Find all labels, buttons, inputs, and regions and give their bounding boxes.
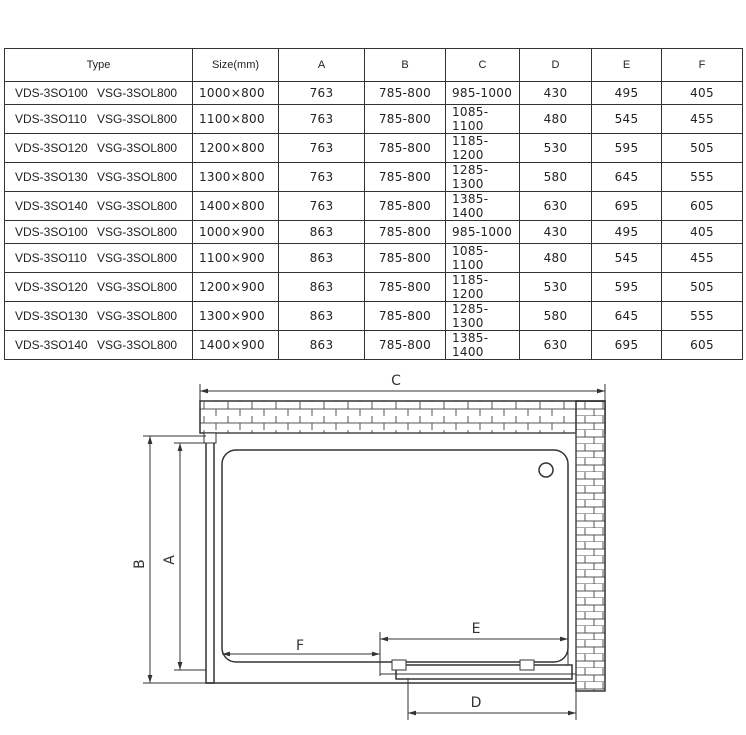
cell-d: 430 bbox=[520, 82, 592, 105]
cell-f: 555 bbox=[662, 302, 743, 331]
cell-e: 545 bbox=[592, 105, 662, 134]
cell-a: 863 bbox=[279, 302, 365, 331]
cell-b: 785-800 bbox=[365, 244, 446, 273]
header-e: E bbox=[592, 49, 662, 82]
cell-c: 1285-1300 bbox=[446, 163, 520, 192]
cell-c: 1385-1400 bbox=[446, 192, 520, 221]
table-row bbox=[5, 244, 743, 273]
cell-e: 495 bbox=[592, 82, 662, 105]
cell-size: 1000×800 bbox=[193, 82, 279, 105]
variant-code: VSG-3SOL800 bbox=[97, 199, 178, 213]
cell-b: 785-800 bbox=[365, 163, 446, 192]
cell-e: 645 bbox=[592, 302, 662, 331]
cell-d: 530 bbox=[520, 273, 592, 302]
dimension-table bbox=[4, 48, 743, 360]
cell-b: 785-800 bbox=[365, 82, 446, 105]
cell-f: 555 bbox=[662, 163, 743, 192]
table-row bbox=[5, 82, 743, 105]
cell-b: 785-800 bbox=[365, 221, 446, 244]
cell-size: 1100×800 bbox=[193, 105, 279, 134]
cell-size: 1300×900 bbox=[193, 302, 279, 331]
cell-d: 630 bbox=[520, 192, 592, 221]
dimension-c-label: C bbox=[391, 373, 401, 389]
variant-code: VSG-3SOL800 bbox=[97, 251, 178, 265]
cell-f: 455 bbox=[662, 244, 743, 273]
cell-f: 505 bbox=[662, 134, 743, 163]
door-roller bbox=[520, 660, 534, 670]
cell-b: 785-800 bbox=[365, 134, 446, 163]
cell-c: 985-1000 bbox=[446, 221, 520, 244]
type-cell bbox=[5, 163, 193, 192]
side-panel bbox=[206, 436, 214, 683]
type-cell bbox=[5, 105, 193, 134]
header-size: Size(mm) bbox=[193, 49, 279, 82]
model-code: VDS-3SO130 bbox=[15, 309, 88, 323]
cell-b: 785-800 bbox=[365, 273, 446, 302]
dimension-a-label: A bbox=[162, 555, 178, 565]
dimension-e-label: E bbox=[471, 621, 481, 637]
type-cell bbox=[5, 134, 193, 163]
variant-code: VSG-3SOL800 bbox=[97, 225, 178, 239]
tray-rim bbox=[214, 433, 576, 683]
header-f: F bbox=[662, 49, 743, 82]
shower-tray bbox=[222, 450, 568, 662]
model-code: VDS-3SO120 bbox=[15, 280, 88, 294]
cell-e: 545 bbox=[592, 244, 662, 273]
type-cell bbox=[5, 192, 193, 221]
table-row bbox=[5, 163, 743, 192]
cell-a: 763 bbox=[279, 82, 365, 105]
door-handle bbox=[392, 660, 406, 670]
model-code: VDS-3SO100 bbox=[15, 225, 88, 239]
model-code: VDS-3SO110 bbox=[15, 112, 87, 126]
cell-f: 405 bbox=[662, 82, 743, 105]
cell-d: 480 bbox=[520, 244, 592, 273]
variant-code: VSG-3SOL800 bbox=[97, 309, 178, 323]
variant-code: VSG-3SOL800 bbox=[97, 112, 178, 126]
cell-size: 1400×900 bbox=[193, 331, 279, 360]
cell-d: 430 bbox=[520, 221, 592, 244]
cell-c: 1385-1400 bbox=[446, 331, 520, 360]
side-panel-bracket bbox=[204, 433, 216, 443]
cell-b: 785-800 bbox=[365, 302, 446, 331]
cell-c: 1085-1100 bbox=[446, 105, 520, 134]
cell-a: 863 bbox=[279, 331, 365, 360]
type-cell bbox=[5, 302, 193, 331]
model-code: VDS-3SO110 bbox=[15, 251, 87, 265]
cell-e: 595 bbox=[592, 273, 662, 302]
cell-b: 785-800 bbox=[365, 105, 446, 134]
cell-a: 763 bbox=[279, 105, 365, 134]
cell-size: 1100×900 bbox=[193, 244, 279, 273]
cell-d: 530 bbox=[520, 134, 592, 163]
sliding-door bbox=[396, 665, 572, 679]
shower-plan-diagram bbox=[0, 360, 746, 735]
cell-a: 863 bbox=[279, 244, 365, 273]
header-d: D bbox=[520, 49, 592, 82]
model-code: VDS-3SO120 bbox=[15, 141, 88, 155]
cell-c: 1085-1100 bbox=[446, 244, 520, 273]
variant-code: VSG-3SOL800 bbox=[97, 170, 178, 184]
type-cell bbox=[5, 221, 193, 244]
table-row bbox=[5, 221, 743, 244]
cell-d: 630 bbox=[520, 331, 592, 360]
type-cell bbox=[5, 244, 193, 273]
cell-f: 505 bbox=[662, 273, 743, 302]
model-code: VDS-3SO100 bbox=[15, 86, 88, 100]
cell-d: 580 bbox=[520, 163, 592, 192]
cell-c: 1285-1300 bbox=[446, 302, 520, 331]
header-c: C bbox=[446, 49, 520, 82]
variant-code: VSG-3SOL800 bbox=[97, 86, 178, 100]
table-header-row bbox=[5, 49, 743, 82]
table-row bbox=[5, 192, 743, 221]
cell-a: 863 bbox=[279, 273, 365, 302]
cell-size: 1000×900 bbox=[193, 221, 279, 244]
dimension-d-label: D bbox=[470, 695, 482, 711]
cell-a: 763 bbox=[279, 163, 365, 192]
cell-f: 405 bbox=[662, 221, 743, 244]
cell-size: 1200×900 bbox=[193, 273, 279, 302]
header-type: Type bbox=[5, 49, 193, 82]
cell-a: 763 bbox=[279, 192, 365, 221]
table-row bbox=[5, 302, 743, 331]
cell-c: 1185-1200 bbox=[446, 273, 520, 302]
cell-e: 595 bbox=[592, 134, 662, 163]
cell-f: 605 bbox=[662, 331, 743, 360]
cell-c: 985-1000 bbox=[446, 82, 520, 105]
variant-code: VSG-3SOL800 bbox=[97, 141, 178, 155]
model-code: VDS-3SO140 bbox=[15, 199, 88, 213]
type-cell bbox=[5, 273, 193, 302]
right-wall bbox=[576, 401, 605, 691]
cell-e: 695 bbox=[592, 192, 662, 221]
table-row bbox=[5, 273, 743, 302]
variant-code: VSG-3SOL800 bbox=[97, 280, 178, 294]
cell-c: 1185-1200 bbox=[446, 134, 520, 163]
cell-a: 763 bbox=[279, 134, 365, 163]
cell-size: 1300×800 bbox=[193, 163, 279, 192]
dimension-b-label: B bbox=[132, 559, 148, 569]
top-wall bbox=[200, 401, 605, 433]
cell-b: 785-800 bbox=[365, 331, 446, 360]
variant-code: VSG-3SOL800 bbox=[97, 338, 178, 352]
model-code: VDS-3SO140 bbox=[15, 338, 88, 352]
cell-e: 645 bbox=[592, 163, 662, 192]
header-a: A bbox=[279, 49, 365, 82]
type-cell bbox=[5, 331, 193, 360]
cell-b: 785-800 bbox=[365, 192, 446, 221]
cell-f: 605 bbox=[662, 192, 743, 221]
cell-a: 863 bbox=[279, 221, 365, 244]
table-row bbox=[5, 134, 743, 163]
cell-f: 455 bbox=[662, 105, 743, 134]
table-row bbox=[5, 331, 743, 360]
header-b: B bbox=[365, 49, 446, 82]
dimension-f-label: F bbox=[295, 638, 305, 654]
cell-d: 580 bbox=[520, 302, 592, 331]
cell-e: 695 bbox=[592, 331, 662, 360]
drain-icon bbox=[539, 463, 553, 477]
type-cell bbox=[5, 82, 193, 105]
cell-e: 495 bbox=[592, 221, 662, 244]
cell-size: 1400×800 bbox=[193, 192, 279, 221]
model-code: VDS-3SO130 bbox=[15, 170, 88, 184]
cell-d: 480 bbox=[520, 105, 592, 134]
cell-size: 1200×800 bbox=[193, 134, 279, 163]
table-row bbox=[5, 105, 743, 134]
